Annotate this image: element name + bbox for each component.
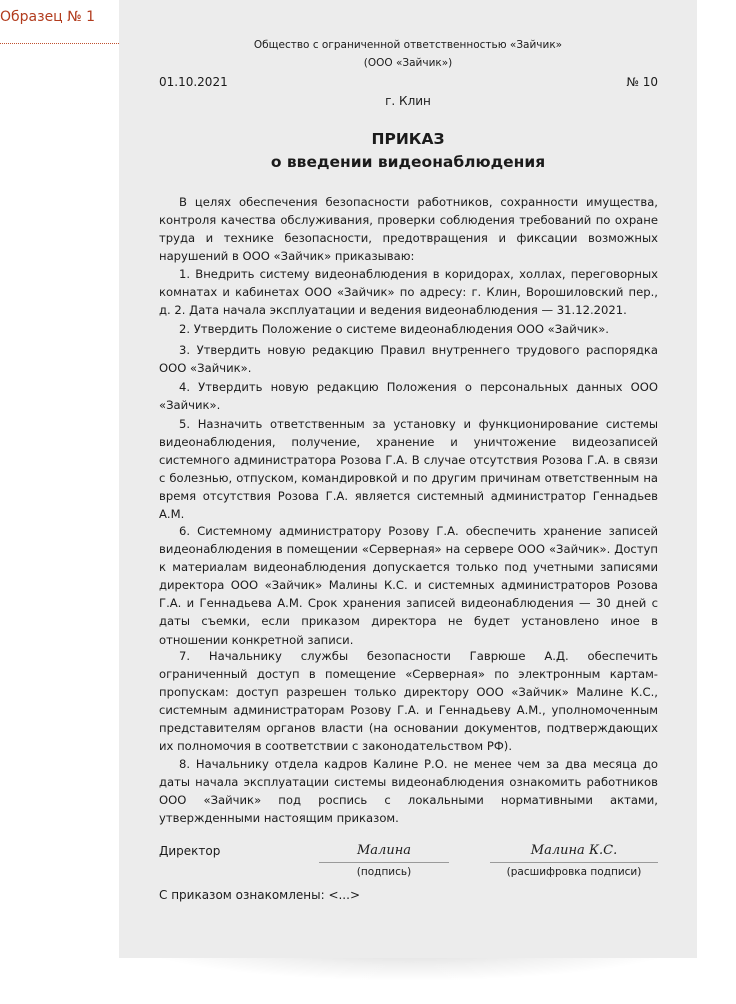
order-item-6: 6. Системному администратору Розову Г.А. обеспечить хранение записей видеонаблюдения в помещении «Серверная» на сервере ООО «Зайчик». Доступ к материалам видеонаблюдения допускается только под учетными записями директора ООО «Зайчик» Малины К.С. и системных администраторов Розова Г.А. и Геннадьева А.М. Срок хранения записей видеонаблюдения — 30 дней с даты съемки, если приказом директора не будет установлено иное в отношении конкретной записи.: [159, 524, 658, 647]
document-city: г. Клин: [385, 94, 431, 108]
acknowledgement-line: С приказом ознакомлены: <...>: [159, 888, 360, 902]
sample-label: Образец № 1: [0, 9, 96, 25]
signature-line: [319, 862, 449, 863]
order-item-8: 8. Начальнику отдела кадров Калине Р.О. не менее чем за два месяца до даты начала эксплуатации системы видеонаблюдения ознакомить работников ООО «Зайчик» под роспись с локальными нормативными актами, утвержденными настоящим приказом.: [159, 757, 658, 826]
order-item-1: 1. Внедрить систему видеонаблюдения в коридорах, холлах, переговорных комнатах и кабинетах ООО «Зайчик» по адресу: г. Клин, Ворошиловский пер., д. 2. Дата начала эксплуатации и ведения видеонаблюдения — 31.12.2021.: [159, 267, 658, 318]
document-sheet: [119, 0, 697, 958]
signer-position: Директор: [159, 844, 221, 858]
name-caption: (расшифровка подписи): [506, 866, 642, 878]
order-item-3: 3. Утвердить новую редакцию Правил внутреннего трудового распорядка ООО «Зайчик».: [159, 343, 658, 376]
order-item-5: 5. Назначить ответственным за установку и функционирование системы видеонаблюдения, получение, хранение и уничтожение видеозаписей системного администратора Розова Г.А. В случае отсутствия Розова Г.А. в связи с болезнью, отпуском, командировкой и по другим причинам ответственным на время отсутствия Розова Г.А. является системный администратор Геннадьев А.М.: [159, 417, 658, 522]
order-item-2: 2. Утвердить Положение о системе видеонаблюдения ООО «Зайчик».: [179, 322, 609, 336]
document-title: ПРИКАЗ: [371, 130, 445, 148]
org-short-name: (ООО «Зайчик»): [363, 57, 453, 69]
order-item-4: 4. Утвердить новую редакцию Положения о персональных данных ООО «Зайчик».: [159, 380, 658, 413]
document-number: № 10: [626, 75, 658, 89]
handwritten-name: Малина К.С.: [530, 843, 618, 858]
handwritten-signature: Малина: [356, 843, 412, 858]
document-subtitle: о введении видеонаблюдения: [270, 153, 546, 171]
intro-paragraph: В целях обеспечения безопасности работников, сохранности имущества, контроля качества обслуживания, проверки соблюдения требований по охране труда и технике безопасности, предотвращения и фиксации возможных нарушений в ООО «Зайчик» приказываю:: [159, 195, 658, 264]
document-date: 01.10.2021: [159, 75, 228, 89]
name-line: [490, 862, 658, 863]
sample-label-underline: [0, 43, 119, 44]
order-item-7: 7. Начальнику службы безопасности Гаврюше А.Д. обеспечить ограниченный доступ в помещение «Серверная» по электронным картам-пропускам: доступ разрешен только директору ООО «Зайчик» Малине К.С., системным администраторам Розову Г.А. и Геннадьеву А.М., уполномоченным представителям органов власти (на основании документов, подтверждающих их полномочия в соответствии с законодательством РФ).: [159, 649, 658, 754]
org-full-name: Общество с ограниченной ответственностью «Зайчик»: [253, 39, 563, 51]
signature-caption: (подпись): [356, 866, 412, 878]
